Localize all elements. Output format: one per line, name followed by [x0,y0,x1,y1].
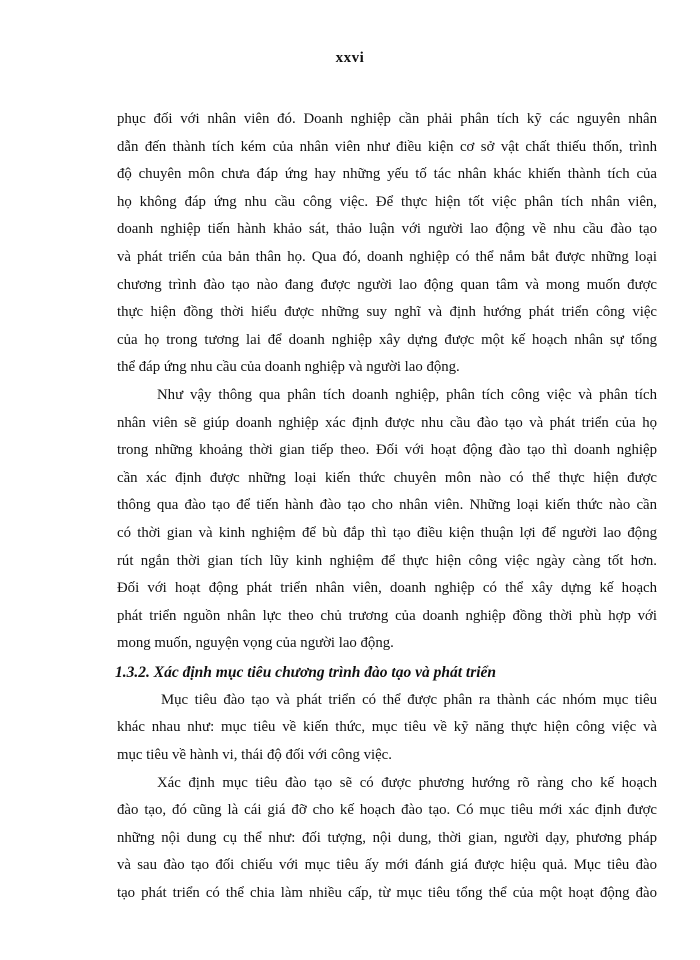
paragraph-line: trong những khoảng thời gian tiếp theo. Đối với hoạt động đào tạo thì doanh nghiệp [117,442,657,459]
paragraph-3 [117,687,657,770]
paragraph-line: phát triển nguồn nhân lực theo chủ trương của doanh nghiệp đồng thời phù hợp với [117,607,657,624]
paragraph-4 [117,770,657,908]
paragraph-line: và phát triển của bản thân họ. Qua đó, doanh nghiệp có thể nắm bắt được những loại [117,248,657,265]
paragraph-1 [117,106,657,382]
paragraph-line: thể đáp ứng nhu cầu của doanh nghiệp và người lao động. [117,359,460,376]
paragraph-line: họ không đáp ứng nhu cầu công việc. Để thực hiện tốt việc phân tích nhân viên, [117,193,657,210]
paragraph-line: đào tạo, đó cũng là cái giá đỡ cho kế hoạch đào tạo. Có mục tiêu mới xác định được [117,802,657,819]
paragraph-line: mong muốn, nguyện vọng của người lao động. [117,635,394,652]
paragraph-line: phục đối với nhân viên đó. Doanh nghiệp cần phải phân tích kỹ các nguyên nhân [117,111,657,127]
paragraph-line: tạo phát triển có thể chia làm nhiều cấp, từ mục tiêu tổng thể của một hoạt động đào [117,885,657,902]
paragraph-line: chương trình đào tạo nào đang được người lao động quan tâm và mong muốn được [117,276,657,293]
paragraph-line: dẫn đến thành tích kém của nhân viên như điều kiện cơ sở vật chất thiếu thốn, trình [117,138,657,155]
paragraph-line: và sau đào tạo đối chiếu với mục tiêu ấy mới đánh giá được hiệu quả. Mục tiêu đào [117,857,657,874]
paragraph-line: thông qua đào tạo để tiến hành đào tạo cho nhân viên. Những loại kiến thức nào cần [117,497,657,514]
paragraph-line: khác nhau như: mục tiêu về kiến thức, mục tiêu về kỹ năng thực hiện công việc và [117,719,657,736]
paragraph-line: nhân viên sẽ giúp doanh nghiệp xác định được nhu cầu đào tạo và phát triển của họ [117,414,657,431]
paragraph-line: doanh nghiệp tiến hành khảo sát, thảo luận với người lao động về nhu cầu đào tạo [117,221,657,238]
paragraph-line: Xác định mục tiêu đào tạo sẽ có được phương hướng rõ ràng cho kế hoạch [157,774,657,791]
paragraph-line: những nội dung cụ thể như: đối tượng, nội dung, thời gian, người dạy, phương pháp [117,829,657,846]
paragraph-line: độ chuyên môn chưa đáp ứng hay những yếu tố tác nhân khác khiến thành tích của [117,166,657,183]
paragraph-line: thực hiện đồng thời hiểu được những suy nghĩ và định hướng phát triển công việc [117,304,657,321]
page-number: xxvi [335,50,365,66]
section-heading: 1.3.2. Xác định mục tiêu chương trình đào tạo và phát triển [115,663,497,681]
paragraph-line: Mục tiêu đào tạo và phát triển có thể được phân ra thành các nhóm mục tiêu [161,691,657,708]
paragraph-2 [117,382,657,658]
paragraph-line: cần xác định được những loại kiến thức chuyên môn nào có thể thực hiện được [117,469,657,486]
paragraph-line: của họ trong tương lai để doanh nghiệp xây dựng được một kế hoạch nhân sự tổng [117,331,657,348]
paragraph-line: Đối với hoạt động phát triển nhân viên, doanh nghiệp có thể xây dựng kế hoạch [117,580,657,597]
paragraph-line: Như vậy thông qua phân tích doanh nghiệp, phân tích công việc và phân tích [157,386,657,403]
paragraph-line: mục tiêu về hành vi, thái độ đối với công việc. [117,747,392,764]
paragraph-line: rút ngắn thời gian tích lũy kinh nghiệm để thực hiện công việc ngày càng tốt hơn. [117,552,657,569]
document-body [117,106,657,908]
paragraph-line: có thời gian và kinh nghiệm để bù đắp thì tạo điều kiện thuận lợi để người lao động [117,524,657,541]
